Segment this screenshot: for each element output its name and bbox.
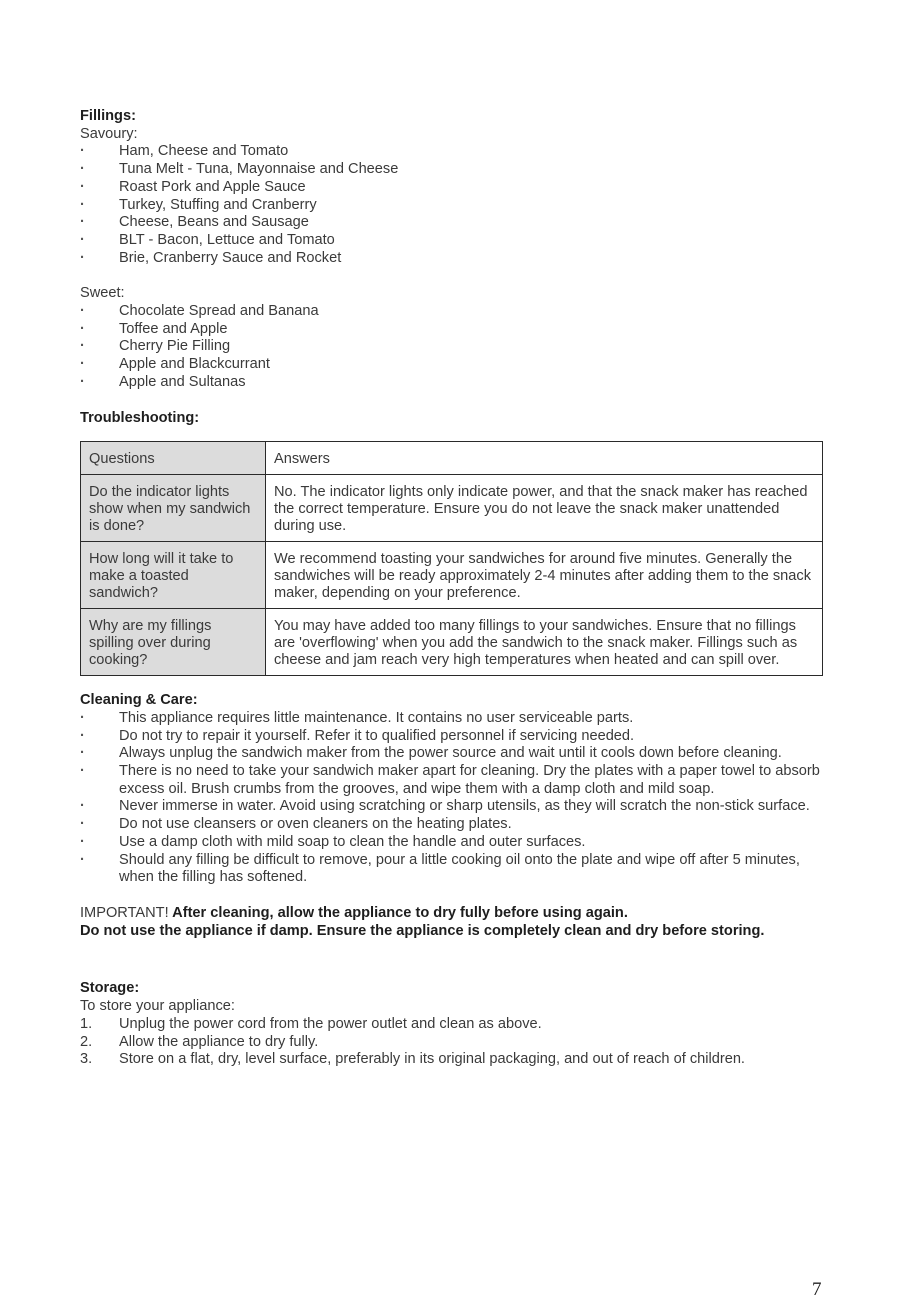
table-row (81, 475, 823, 542)
answer-cell: You may have added too many fillings to your sandwiches. Ensure that no fillings are 'overflowing' when you add the sandwich to the snack maker. Fillings such as cheese and jam reach very high temperatures when heated and can spill over. (266, 609, 823, 676)
answers-header: Answers (274, 451, 330, 468)
step-text: Allow the appliance to dry fully. (119, 1033, 319, 1050)
important-line-2: Do not use the appliance if damp. Ensure the appliance is completely clean and dry before storing. (80, 922, 765, 939)
list-item (80, 1016, 825, 1034)
list-item: · Brie, Cranberry Sauce and Rocket (80, 250, 825, 268)
list-item (80, 1051, 825, 1069)
list-item: · Apple and Sultanas (80, 374, 825, 392)
list-item (80, 1034, 825, 1052)
list-item: · Apple and Blackcurrant (80, 356, 825, 374)
list-item: · Do not use cleansers or oven cleaners on the heating plates. (80, 816, 825, 834)
storage-heading: Storage: (80, 980, 140, 997)
step-text: Unplug the power cord from the power outlet and clean as above. (119, 1015, 542, 1032)
sweet-label: Sweet: (80, 285, 125, 302)
list-item: · This appliance requires little maintenance. It contains no user serviceable parts. (80, 710, 825, 728)
troubleshooting-table (80, 441, 823, 676)
question-cell: Do the indicator lights show when my sandwich is done? (81, 475, 266, 542)
list-item: · Chocolate Spread and Banana (80, 303, 825, 321)
list-item: · Turkey, Stuffing and Cranberry (80, 197, 825, 215)
fillings-heading: Fillings: (80, 108, 136, 124)
cleaning-heading: Cleaning & Care: (80, 692, 198, 709)
list-item: · Never immerse in water. Avoid using scratching or sharp utensils, as they will scratch the non-stick surface. (80, 798, 825, 816)
question-cell: How long will it take to make a toasted sandwich? (81, 542, 266, 609)
important-line-1: After cleaning, allow the appliance to dry fully before using again. (168, 904, 628, 921)
step-number: 2. (80, 1033, 93, 1050)
step-number: 1. (80, 1015, 93, 1032)
list-item: · There is no need to take your sandwich maker apart for cleaning. Dry the plates with a paper towel to absorb excess oil. Brush crumbs from the grooves, and wipe them with a damp cloth and mild soap. (80, 763, 825, 798)
sweet-list (80, 303, 825, 392)
list-item: · Toffee and Apple (80, 321, 825, 339)
list-item: · Cherry Pie Filling (80, 338, 825, 356)
list-item: · Should any filling be difficult to remove, pour a little cooking oil onto the plate and wipe off after 5 minutes, when the filling has softened. (80, 852, 825, 887)
answer-cell: We recommend toasting your sandwiches for around five minutes. Generally the sandwiches will be ready approximately 2-4 minutes after adding them to the snack maker, depending on your preference. (266, 542, 823, 609)
list-item: · Roast Pork and Apple Sauce (80, 179, 825, 197)
list-item: · Do not try to repair it yourself. Refer it to qualified personnel if servicing needed. (80, 728, 825, 746)
storage-intro: To store your appliance: (80, 998, 235, 1015)
list-item: · Ham, Cheese and Tomato (80, 143, 825, 161)
table-row (81, 542, 823, 609)
savoury-label: Savoury: (80, 125, 138, 142)
list-item: · Always unplug the sandwich maker from the power source and wait until it cools down before cleaning. (80, 745, 825, 763)
important-notice (80, 905, 825, 940)
troubleshooting-heading: Troubleshooting: (80, 409, 200, 426)
list-item: · Tuna Melt - Tuna, Mayonnaise and Cheese (80, 161, 825, 179)
important-prefix: IMPORTANT! (80, 904, 169, 921)
question-cell: Why are my fillings spilling over during cooking? (81, 609, 266, 676)
table-header-row (81, 442, 823, 475)
page-number: 7 (812, 1279, 822, 1300)
list-item: · Use a damp cloth with mild soap to clean the handle and outer surfaces. (80, 834, 825, 852)
questions-header: Questions (81, 442, 266, 475)
manual-page (80, 108, 825, 1069)
list-item: · Cheese, Beans and Sausage (80, 214, 825, 232)
step-number: 3. (80, 1051, 93, 1068)
step-text: Store on a flat, dry, level surface, preferably in its original packaging, and out of reach of children. (119, 1051, 745, 1068)
savoury-list (80, 143, 825, 267)
table-row (81, 609, 823, 676)
storage-steps (80, 1016, 825, 1069)
answer-cell: No. The indicator lights only indicate power, and that the snack maker has reached the correct temperature. Ensure you do not leave the snack maker unattended during use. (266, 475, 823, 542)
list-item: · BLT - Bacon, Lettuce and Tomato (80, 232, 825, 250)
cleaning-list (80, 710, 825, 887)
